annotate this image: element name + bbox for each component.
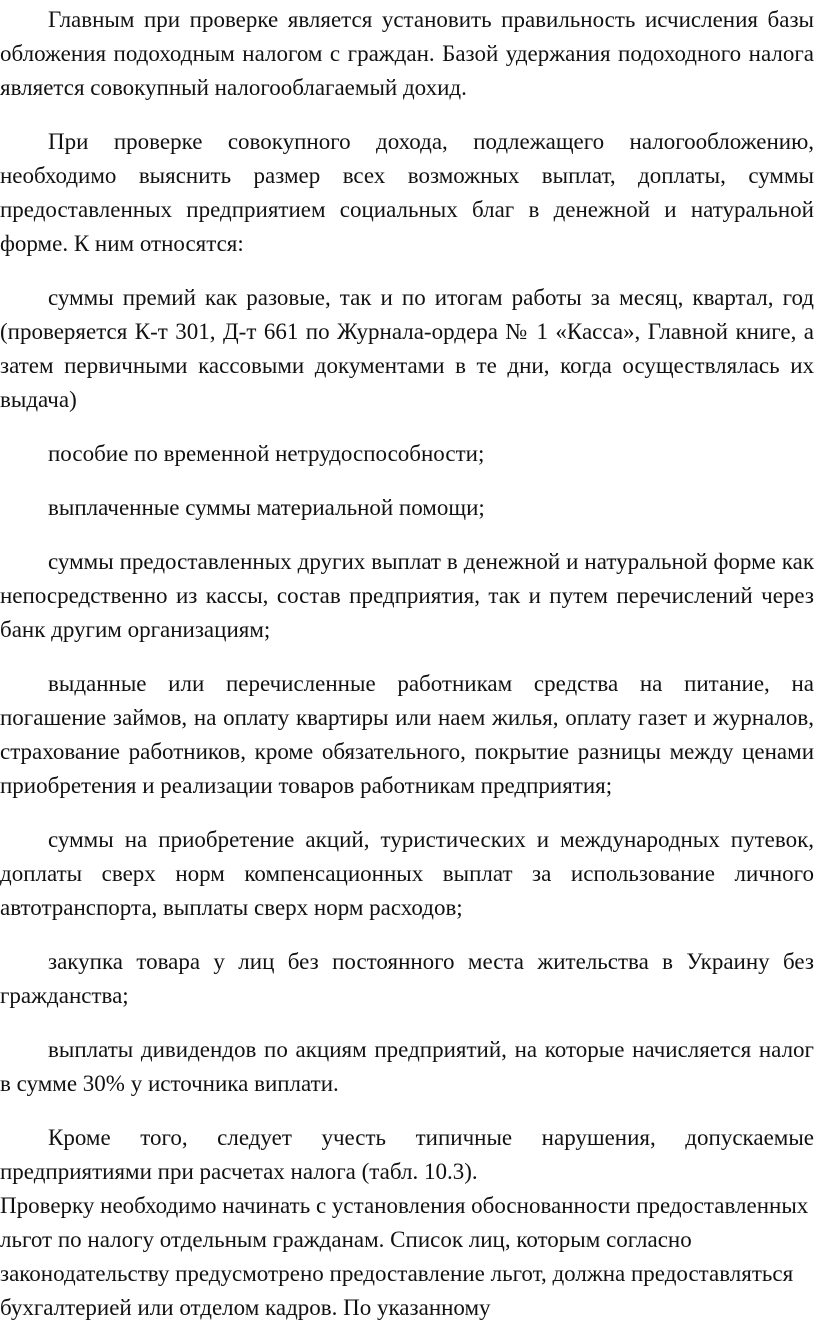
paragraph-income-check: При проверке совокупного дохода, подлежащего налогообложению, необходимо выяснить размер всех возможных выплат, доплаты, суммы предоставленных предприятием социальных благ в денежной и натуральной форме. К ним относятся: <box>0 129 814 256</box>
paragraph-purchase-goods: закупка товара у лиц без постоянного места жительства в Украину без гражданства; <box>0 949 814 1008</box>
paragraph-bonuses: суммы премий как разовые, так и по итогам работы за месяц, квартал, год (проверяется К-т 301, Д-т 661 по Журнала-ордера № 1 «Касса», Главной книге, а затем первичными кассовыми документами в те дни, когда осуществлялась их выдача) <box>0 285 814 412</box>
paragraph-food-loans: выданные или перечисленные работникам средства на питание, на погашение займов, на оплату квартиры или наем жилья, оплату газет и журналов, страхование работников, кроме обязательного, покрытие разницы между ценами приобретения и реализации товаров работникам предприятия; <box>0 671 814 798</box>
paragraph-tax-base: Главным при проверке является установить правильность исчисления базы обложения подоходным налогом с граждан. Базой удержания подоходного налога является совокупный налогооблагаемый дохид. <box>0 7 814 100</box>
paragraph-other-payments: суммы предоставленных других выплат в денежной и натуральной форме как непосредственно из кассы, состав предприятия, так и путем перечислений через банк другим организациям; <box>0 549 814 642</box>
paragraph-typical-violations: Кроме того, следует учесть типичные нарушения, допускаемые предприятиями при расчетах налога (табл. 10.3). <box>0 1125 814 1184</box>
paragraph-shares-vouchers: суммы на приобретение акций, туристических и международных путевок, доплаты сверх норм компенсационных выплат за использование личного автотранспорта, выплаты сверх норм расходов; <box>0 827 814 920</box>
paragraph-benefits-check: Проверку необходимо начинать с установления обоснованности предоставленных льгот по налогу отдельным гражданам. Список лиц, которым согласно законодательству предусмотрено предоставление льгот, должна предоставляться бухгалтерией или отделом кадров. По указанному <box>0 1193 809 1320</box>
paragraph-sick-leave: пособие по временной нетрудоспособности; <box>48 441 485 466</box>
document-body <box>0 3 816 1325</box>
paragraph-material-aid: выплаченные суммы материальной помощи; <box>48 495 485 520</box>
paragraph-dividends: выплаты дивидендов по акциям предприятий, на которые начисляется налог в сумме 30% у источника виплати. <box>0 1037 814 1096</box>
